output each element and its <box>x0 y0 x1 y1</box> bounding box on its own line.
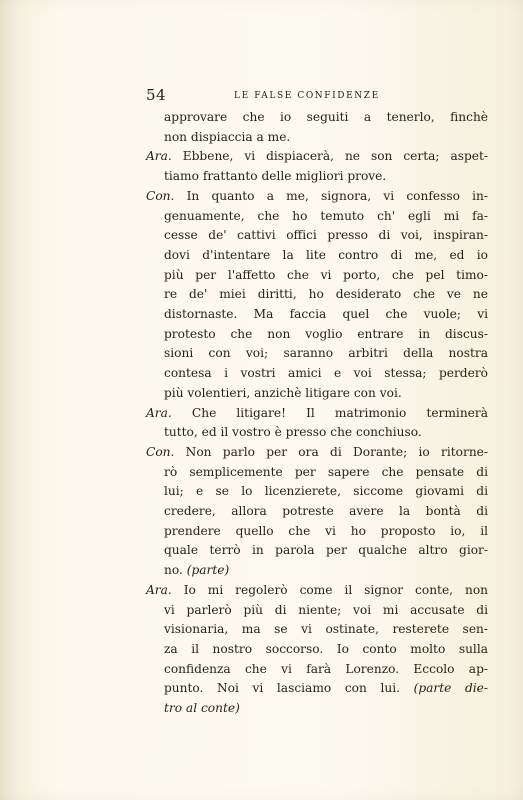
line-text: lui; e se lo licenzierete, siccome giovami di <box>164 484 488 499</box>
text-line <box>146 266 488 286</box>
text-line <box>146 384 488 404</box>
speaker-label: Ara. <box>146 582 172 597</box>
text-line <box>146 305 488 325</box>
text-line <box>146 502 488 522</box>
stage-direction: (parte) <box>186 563 230 578</box>
text-line <box>146 246 488 266</box>
text-line <box>146 522 488 542</box>
text-line <box>146 325 488 345</box>
text-line <box>146 601 488 621</box>
text-line <box>146 167 488 187</box>
line-text: sioni con voi; saranno arbitri della nostra <box>164 346 488 361</box>
line-text: re de' miei diritti, ho desiderato che ve ne <box>164 287 488 302</box>
line-text: Che litigare! Il matrimonio terminerà <box>191 405 488 420</box>
line-text: vi parlerò più di niente; voi mi accusate di <box>164 602 488 617</box>
text-line <box>146 108 488 128</box>
text-line <box>146 463 488 483</box>
text-line <box>146 147 488 167</box>
text-line <box>146 699 488 719</box>
text-line <box>146 344 488 364</box>
line-text: no. <box>164 563 183 578</box>
page-number: 54 <box>146 86 167 104</box>
text-line <box>146 187 488 207</box>
line-text: credere, allora potreste avere la bontà di <box>164 504 488 519</box>
page-header <box>146 86 488 108</box>
line-text: non dispiaccia a me. <box>164 129 291 144</box>
stage-direction: (parte die- <box>413 681 488 696</box>
text-line <box>146 226 488 246</box>
line-text: più per l'affetto che vi porto, che pel timo- <box>164 267 488 282</box>
line-text: contesa i vostri amici e voi stessa; perderò <box>164 366 488 381</box>
line-text: rò semplicemente per sapere che pensate di <box>164 464 488 479</box>
text-line <box>146 620 488 640</box>
line-text: tiamo frattanto delle migliori prove. <box>164 169 387 184</box>
text-line <box>146 561 488 581</box>
text-line <box>146 443 488 463</box>
text-line <box>146 679 488 699</box>
text-line <box>146 128 488 148</box>
line-text: protesto che non voglio entrare in discus- <box>164 326 488 341</box>
line-text: dovi d'intentare la lite contro di me, ed io <box>164 247 488 262</box>
line-text: Non parlo per ora di Dorante; io ritorne- <box>185 444 488 459</box>
speaker-label: Ara. <box>146 405 172 420</box>
text-line <box>146 404 488 424</box>
line-text: più volentieri, anzichè litigare con voi. <box>164 385 402 400</box>
text-line <box>146 482 488 502</box>
line-text: cesse de' cattivi offici presso di voi, inspiran- <box>164 228 488 243</box>
line-text: prendere quello che vi ho proposto io, il <box>164 523 488 538</box>
line-text: tutto, ed il vostro è presso che conchiuso. <box>164 425 422 440</box>
text-line <box>146 207 488 227</box>
line-text: distornaste. Ma faccia quel che vuole; vi <box>164 307 488 322</box>
line-text: approvare che io seguiti a tenerlo, finchè <box>164 110 488 124</box>
text-line <box>146 581 488 601</box>
line-text: confidenza che vi farà Lorenzo. Eccolo ap- <box>164 661 488 676</box>
line-text: visionaria, ma se vi ostinate, resterete sen- <box>164 622 488 637</box>
speaker-label: Con. <box>146 444 175 459</box>
line-text: Io mi regolerò come il signor conte, non <box>183 582 489 597</box>
line-text: quale terrò in parola per qualche altro gior- <box>164 543 488 558</box>
line-text: Ebbene, vi dispiacerà, ne son certa; aspet- <box>182 149 488 164</box>
line-text: za il nostro soccorso. Io conto molto sulla <box>164 641 488 656</box>
text-line <box>146 640 488 660</box>
text-line <box>146 660 488 680</box>
speaker-label: Con. <box>146 188 175 203</box>
running-head: LE FALSE CONFIDENZE <box>234 91 380 101</box>
play-text <box>146 108 488 719</box>
speaker-label: Ara. <box>146 149 172 164</box>
stage-direction: tro al conte) <box>164 701 240 716</box>
text-line <box>146 285 488 305</box>
text-line <box>146 423 488 443</box>
text-line <box>146 364 488 384</box>
line-text: punto. Noi vi lasciamo con lui. <box>164 681 400 696</box>
line-text: genuamente, che ho temuto ch' egli mi fa- <box>164 208 488 223</box>
line-text: In quanto a me, signora, vi confesso in- <box>186 188 489 203</box>
text-line <box>146 541 488 561</box>
